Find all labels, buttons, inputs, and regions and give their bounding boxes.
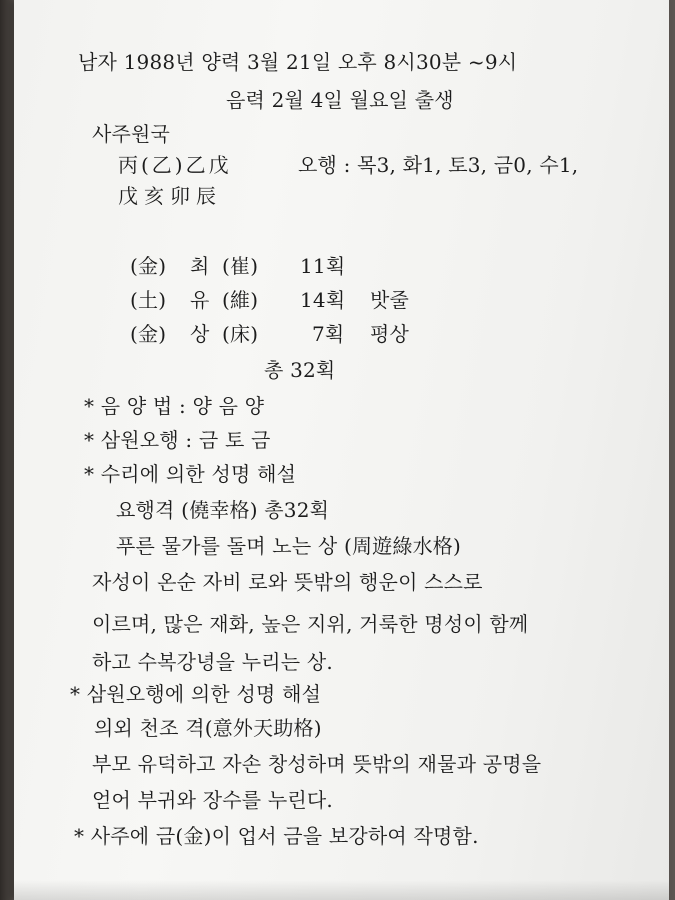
samwon-text-line: 얻어 부귀와 장수를 누린다. [92,788,333,812]
suri-heading: * 수리에 의한 성명 해설 [84,462,297,486]
birth-info-line: 남자 1988년 양력 3월 21일 오후 8시30분 ~9시 [78,50,518,74]
hangul-char: 상 [190,322,210,346]
hanja-char: (床) [222,322,259,346]
yinyang-line: * 음 양 법 : 양 음 양 [84,394,265,418]
saju-branches: 戊亥卯辰 [118,184,222,208]
suri-title: 요행격 (僥幸格) 총32획 [116,498,330,522]
samwon-explain-title: 의외 천조 격(意外天助格) [94,716,322,740]
saju-heading: 사주원국 [92,122,171,146]
stroke-count: 11획 [300,254,346,278]
samwon-explain-heading: * 삼원오행에 의한 성명 해설 [70,682,322,706]
element: (金) [130,322,167,346]
saju-stems: 丙(乙)乙戊 [118,153,232,177]
samwon-ohaeng-line: * 삼원오행 : 금 토 금 [84,428,271,452]
suri-text-line: 하고 수복강녕을 누리는 상. [92,650,333,674]
suri-text-line: 이르며, 많은 재화, 높은 지위, 거룩한 명성이 함께 [92,612,529,636]
footer-note: * 사주에 금(金)이 업서 금을 보강하여 작명함. [74,824,479,848]
element: (金) [130,254,167,278]
suri-subtitle: 푸른 물가를 돌며 노는 상 (周遊綠水格) [116,534,461,558]
hangul-char: 유 [190,288,210,312]
suri-text-line: 자성이 온순 자비 로와 뜻밖의 행운이 스스로 [92,570,483,594]
paper-bottom-shade [14,880,669,900]
hangul-char: 최 [190,254,210,278]
element: (土) [130,288,167,312]
hanja-char: (崔) [222,254,259,278]
meaning: 밧줄 [370,288,410,312]
samwon-text-line: 부모 유덕하고 자손 창성하며 뜻밖의 재물과 공명을 [92,752,542,776]
total-strokes: 총 32획 [264,358,336,382]
hanja-char: (維) [222,288,259,312]
stroke-count: 14획 [300,288,346,312]
lunar-date-line: 음력 2월 4일 월요일 출생 [226,88,454,112]
ohaeng-counts: 오행 : 목3, 화1, 토3, 금0, 수1, [298,153,579,177]
meaning: 평상 [370,322,410,346]
stroke-count: 7획 [312,322,345,346]
